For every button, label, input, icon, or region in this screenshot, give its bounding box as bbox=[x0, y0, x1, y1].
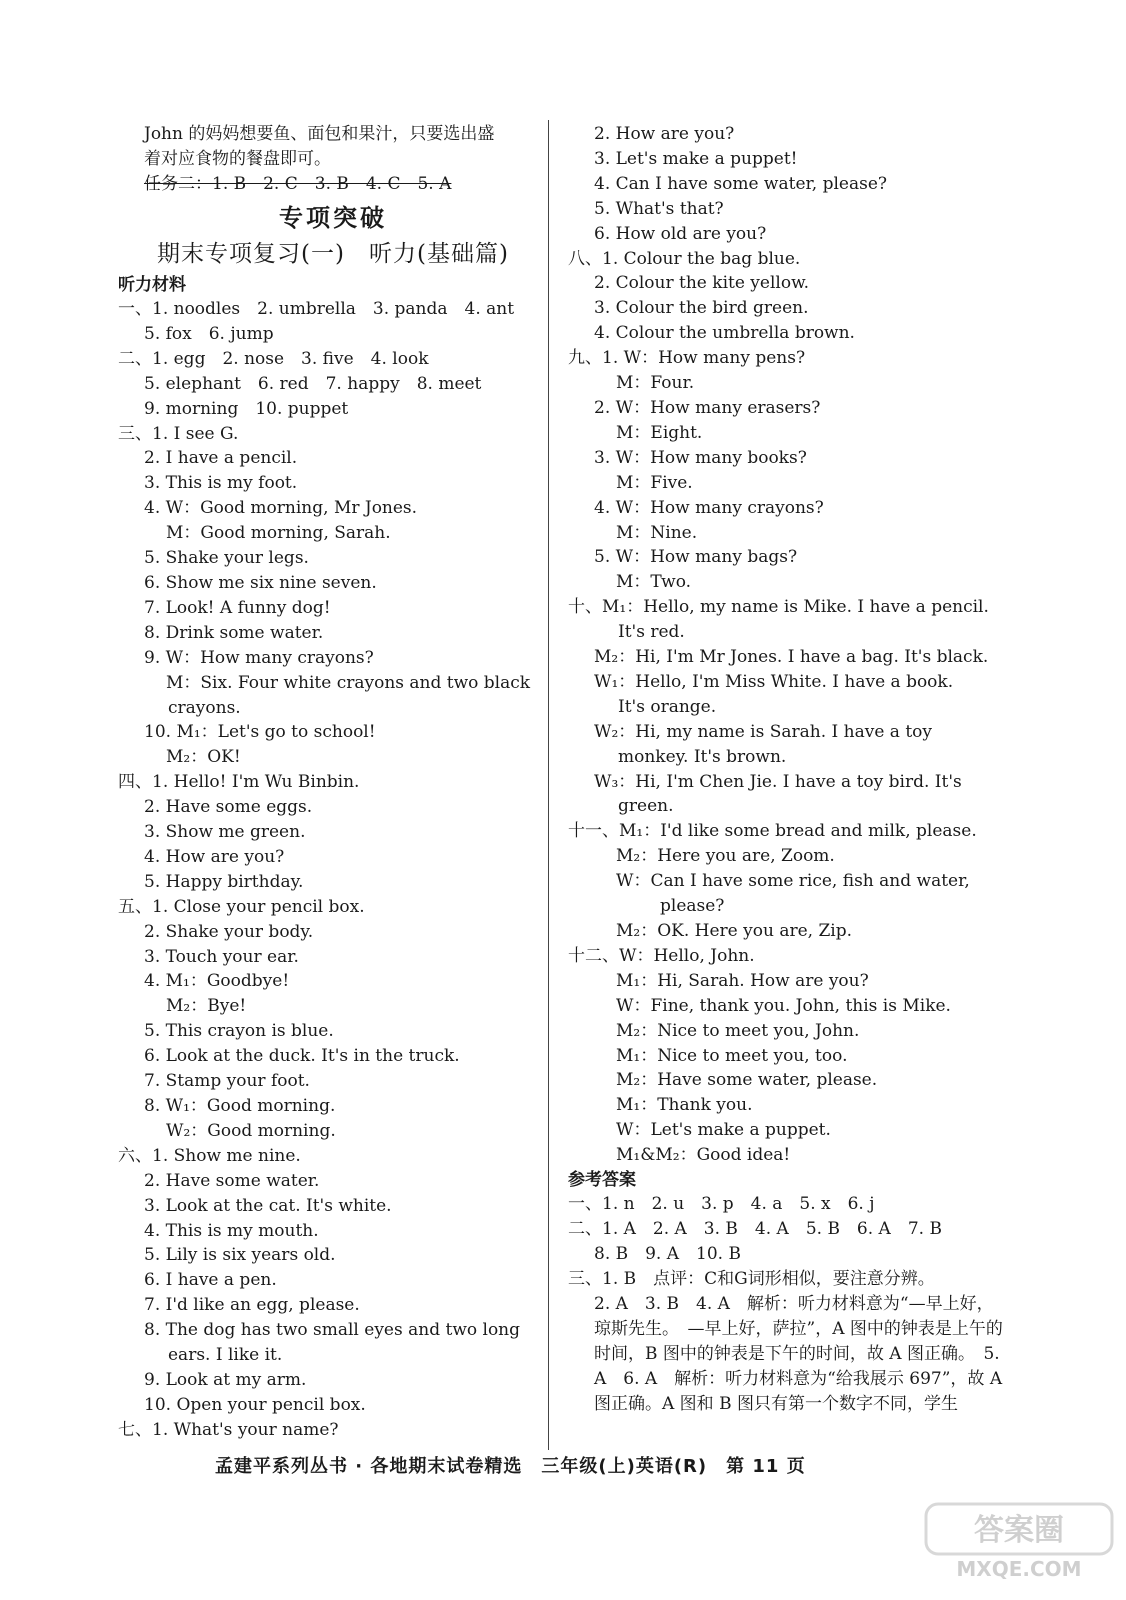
answer-key-label: 参考答案 bbox=[568, 1170, 636, 1191]
answer-analysis: 2. A 3. B 4. A 解析：听力材料意为“—早上好，琼斯先生。 —早上好，萨拉”，A 图中的钟表是上午的时间，B 图中的钟表是下午的时间，故 A 图正确。 5. A 6. A 解析：听力材料意为“给我展示 697”，故 A 图正确。A 图和 B 图只有第一个数字不同，学生 bbox=[594, 1293, 1003, 1414]
text-line: 4. Can I have some water, please? bbox=[594, 173, 887, 194]
text-line: 3. Look at the cat. It's white. bbox=[144, 1195, 392, 1216]
text-line: 10. Open your pencil box. bbox=[144, 1394, 366, 1415]
text-line: 一、1. noodles 2. umbrella 3. panda 4. ant bbox=[118, 299, 515, 319]
right-column bbox=[568, 122, 1008, 1417]
text-line: M₁&M₂：Good idea! bbox=[616, 1145, 791, 1166]
text-line: 7. I'd like an egg, please. bbox=[144, 1295, 360, 1316]
text-line: 10. M₁：Let's go to school! bbox=[144, 722, 376, 743]
intro-line-1: John 的妈妈想要鱼、面包和果汁，只要选出盛 bbox=[144, 124, 495, 144]
text-line: monkey. It's brown. bbox=[618, 746, 787, 767]
text-line: M：Eight. bbox=[616, 422, 703, 443]
text-line: M₂：OK! bbox=[166, 747, 241, 768]
answer-key-list bbox=[568, 1192, 1008, 1292]
text-line: 3. Colour the bird green. bbox=[594, 298, 809, 319]
text-line: M：Six. Four white crayons and two black bbox=[166, 672, 531, 693]
text-line: 8. Drink some water. bbox=[144, 622, 324, 643]
text-line: green. bbox=[618, 796, 674, 817]
text-line: 二、1. egg 2. nose 3. five 4. look bbox=[118, 348, 429, 369]
text-line: 9. morning 10. puppet bbox=[144, 398, 349, 419]
text-line: M₂：Nice to meet you, John. bbox=[616, 1020, 860, 1041]
text-line: 3. This is my foot. bbox=[144, 473, 298, 494]
text-line: 十一、M₁：I'd like some bread and milk, please. bbox=[568, 821, 977, 842]
text-line: 4. This is my mouth. bbox=[144, 1220, 319, 1241]
text-line: 2. How are you? bbox=[594, 124, 735, 144]
text-line: 三、1. I see G. bbox=[118, 423, 239, 444]
text-line: 8. W₁：Good morning. bbox=[144, 1096, 336, 1116]
text-line: 十、M₁：Hello, my name is Mike. I have a pencil. bbox=[568, 597, 989, 618]
text-line: 5. Happy birthday. bbox=[144, 871, 304, 892]
text-line: M₂：Bye! bbox=[166, 996, 247, 1017]
text-line: 五、1. Close your pencil box. bbox=[118, 896, 365, 917]
text-line: 2. Colour the kite yellow. bbox=[594, 273, 810, 294]
page-footer: 孟建平系列丛书 · 各地期末试卷精选 三年级(上)英语(R) 第 11 页 bbox=[215, 1456, 806, 1477]
text-line: 2. W：How many erasers? bbox=[594, 397, 821, 418]
text-line: 2. Have some eggs. bbox=[144, 797, 313, 818]
listening-material-list bbox=[118, 297, 548, 1443]
text-line: 一、1. n 2. u 3. p 4. a 5. x 6. j bbox=[568, 1194, 875, 1215]
text-line: crayons. bbox=[168, 697, 241, 718]
text-line: 4. W：Good morning, Mr Jones. bbox=[144, 498, 418, 519]
text-line: 2. Have some water. bbox=[144, 1170, 320, 1191]
text-line: 3. Touch your ear. bbox=[144, 946, 299, 967]
text-line: 6. Show me six nine seven. bbox=[144, 572, 377, 593]
text-line: 6. How old are you? bbox=[594, 223, 767, 244]
text-line: M：Nine. bbox=[616, 522, 698, 543]
watermark-top-text: 答案圈 bbox=[974, 1513, 1064, 1548]
column-divider bbox=[548, 120, 549, 1450]
text-line: ears. I like it. bbox=[168, 1345, 283, 1366]
text-line: 5. Lily is six years old. bbox=[144, 1245, 336, 1266]
text-line: please? bbox=[660, 896, 725, 917]
left-column bbox=[118, 122, 548, 1443]
section-title: 专项突破 bbox=[279, 204, 387, 232]
text-line: 6. Look at the duck. It's in the truck. bbox=[144, 1046, 460, 1067]
text-line: 5. What's that? bbox=[594, 198, 724, 219]
listening-material-label: 听力材料 bbox=[118, 275, 186, 295]
text-line: W₃：Hi, I'm Chen Jie. I have a toy bird. It's bbox=[594, 771, 962, 792]
text-line: 7. Look! A funny dog! bbox=[144, 597, 331, 618]
text-line: M₁：Nice to meet you, too. bbox=[616, 1045, 848, 1066]
intro-line-2: 着对应食物的餐盘即可。 bbox=[144, 149, 331, 169]
text-line: 5. This crayon is blue. bbox=[144, 1021, 334, 1042]
section-subtitle: 期末专项复习(一) 听力(基础篇) bbox=[157, 241, 509, 267]
text-line: M：Four. bbox=[616, 373, 695, 394]
text-line: 十二、W：Hello, John. bbox=[568, 945, 755, 966]
text-line: W₁：Hello, I'm Miss White. I have a book. bbox=[594, 671, 954, 692]
text-line: 3. W：How many books? bbox=[594, 447, 807, 468]
text-line: M₁：Hi, Sarah. How are you? bbox=[616, 970, 869, 991]
text-line: W：Let's make a puppet. bbox=[616, 1120, 831, 1141]
text-line: 九、1. W：How many pens? bbox=[568, 348, 806, 369]
text-line: 8. The dog has two small eyes and two long bbox=[144, 1320, 521, 1341]
text-line: M₂：Here you are, Zoom. bbox=[616, 846, 835, 867]
text-line: M₂：Hi, I'm Mr Jones. I have a bag. It's black. bbox=[594, 647, 989, 668]
text-line: M₂：OK. Here you are, Zip. bbox=[616, 921, 852, 941]
text-line: W：Fine, thank you. John, this is Mike. bbox=[616, 995, 951, 1016]
task-two-answers: 任务二：1. B 2. C 3. B 4. C 5. A bbox=[144, 174, 452, 194]
text-line: 四、1. Hello! I'm Wu Binbin. bbox=[118, 772, 360, 793]
text-line: 六、1. Show me nine. bbox=[118, 1145, 301, 1166]
watermark-bottom-text: MXQE.COM bbox=[956, 1557, 1082, 1581]
text-line: 八、1. Colour the bag blue. bbox=[568, 248, 801, 269]
text-line: 5. fox 6. jump bbox=[144, 323, 274, 344]
text-line: It's red. bbox=[618, 622, 685, 643]
text-line: W₂：Good morning. bbox=[166, 1120, 336, 1141]
text-line: 6. I have a pen. bbox=[144, 1270, 277, 1291]
text-line: 3. Let's make a puppet! bbox=[594, 148, 798, 169]
text-line: 5. W：How many bags? bbox=[594, 547, 798, 568]
text-line: 4. Colour the umbrella brown. bbox=[594, 323, 855, 344]
text-line: 三、1. B 点评：C和G词形相似，要注意分辨。 bbox=[568, 1268, 935, 1289]
text-line: M₁：Thank you. bbox=[616, 1095, 753, 1116]
text-line: 七、1. What's your name? bbox=[118, 1419, 339, 1440]
text-line: 4. M₁：Goodbye! bbox=[144, 971, 290, 992]
text-line: W：Can I have some rice, fish and water, bbox=[616, 871, 970, 892]
listening-material-list-continued bbox=[568, 122, 1008, 1168]
text-line: W₂：Hi, my name is Sarah. I have a toy bbox=[594, 721, 932, 742]
text-line: 5. elephant 6. red 7. happy 8. meet bbox=[144, 373, 482, 394]
text-line: M：Two. bbox=[616, 572, 692, 593]
text-line: 4. How are you? bbox=[144, 846, 285, 867]
text-line: 7. Stamp your foot. bbox=[144, 1071, 310, 1092]
text-line: 9. Look at my arm. bbox=[144, 1369, 307, 1390]
text-line: 2. I have a pencil. bbox=[144, 448, 298, 469]
watermark-logo bbox=[924, 1502, 1114, 1582]
text-line: 9. W：How many crayons? bbox=[144, 647, 374, 668]
text-line: 8. B 9. A 10. B bbox=[594, 1243, 741, 1264]
text-line: M：Five. bbox=[616, 472, 693, 493]
text-line: 2. Shake your body. bbox=[144, 921, 314, 942]
text-line: 3. Show me green. bbox=[144, 822, 306, 843]
text-line: 4. W：How many crayons? bbox=[594, 497, 824, 518]
text-line: M₂：Have some water, please. bbox=[616, 1070, 878, 1091]
text-line: It's orange. bbox=[618, 696, 717, 717]
text-line: M：Good morning, Sarah. bbox=[166, 523, 391, 544]
text-line: 二、1. A 2. A 3. B 4. A 5. B 6. A 7. B bbox=[568, 1218, 942, 1239]
text-line: 5. Shake your legs. bbox=[144, 548, 309, 569]
